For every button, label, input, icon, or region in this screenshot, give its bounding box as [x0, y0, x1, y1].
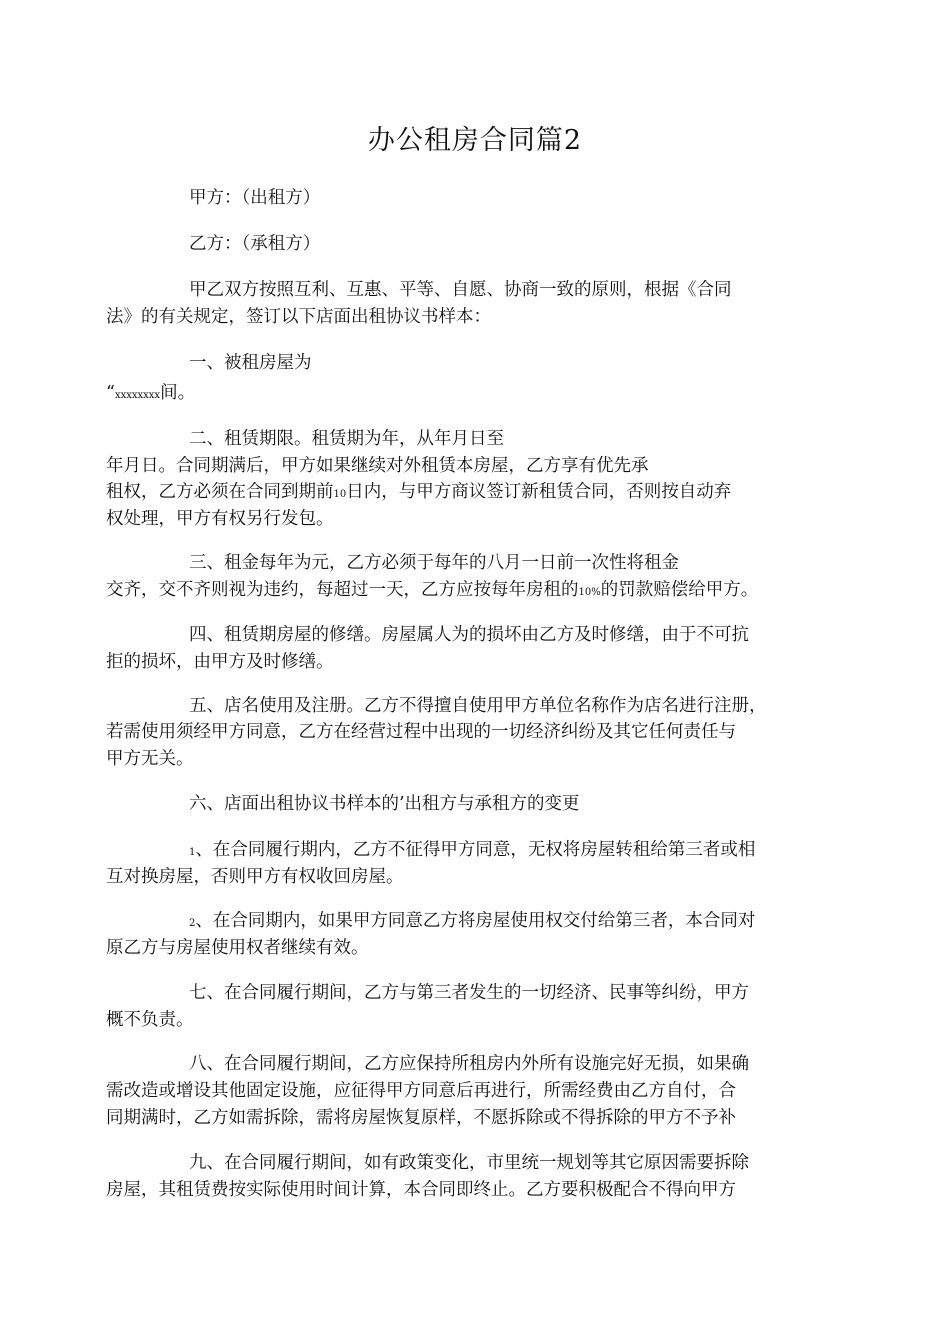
section-1-line-1: 一、被租房屋为 [189, 353, 312, 373]
day-count: 10 [333, 489, 347, 500]
item-number-1: 1 [189, 847, 196, 858]
placeholder-code: xxxxxxxx [114, 390, 161, 401]
section-7-line-2: 概不负责。 [106, 1010, 194, 1030]
party-b-line: 乙方：（承租方） [189, 234, 321, 254]
section-2-text-b: 日内，与甲方商议签订新租赁合同，否则按自动弃 [346, 482, 732, 502]
quote-mark: “ [106, 383, 115, 403]
section-2-line-2: 年月日。合同期满后，甲方如果继续对外租赁本房屋，乙方享有优先承 [106, 456, 649, 476]
section-6-2-line-1 [189, 909, 755, 936]
intro-line-2: 法》的有关规定，签订以下店面出租协议书样本： [106, 307, 491, 327]
section-8-line-1: 八、在合同履行期间，乙方应保持所租房内外所有设施完好无损，如果确 [189, 1054, 749, 1074]
section-3-line-2 [106, 578, 758, 605]
section-8-line-3: 同期满时，乙方如需拆除，需将房屋恢复原样，不愿拆除或不得拆除的甲方不予补 [106, 1108, 736, 1128]
section-4-line-2: 拒的损坏，由甲方及时修缮。 [106, 652, 334, 672]
section-3-text-a: 交齐，交不齐则视为违约，每超过一天，乙方应按每年房租的 [106, 580, 579, 600]
section-1-suffix: 间。 [160, 383, 196, 403]
section-8-line-2: 需改造或增设其他固定设施，应征得甲方同意后再进行，所需经费由乙方自付，合 [106, 1081, 736, 1101]
section-6-heading: 六、店面出租协议书样本的’出租方与承租方的变更 [189, 794, 580, 814]
section-3-line-1: 三、租金每年为元，乙方必须于每年的八月一日前一次性将租金 [189, 553, 679, 573]
section-9-line-1: 九、在合同履行期间，如有政策变化，市里统一规划等其它原因需要拆除 [189, 1153, 749, 1173]
section-5-line-3: 甲方无关。 [106, 749, 194, 769]
section-6-1-text: 、在合同履行期内，乙方不征得甲方同意，无权将房屋转租给第三者或相 [195, 840, 756, 860]
intro-line-1: 甲乙双方按照互利、互惠、平等、自愿、协商一致的原则，根据《合同 [189, 280, 732, 300]
section-7-line-1: 七、在合同履行期间，乙方与第三者发生的一切经济、民事等纠纷，甲方 [189, 983, 749, 1003]
section-4-line-1: 四、租赁期房屋的修缮。房屋属人为的损坏由乙方及时修缮，由于不可抗 [189, 625, 749, 645]
section-6-2-line-2: 原乙方与房屋使用权者继续有效。 [106, 938, 369, 958]
party-a-line: 甲方：（出租方） [189, 188, 321, 208]
section-2-text-a: 租权，乙方必须在合同到期前 [106, 482, 334, 502]
section-6-2-text: 、在合同期内，如果甲方同意乙方将房屋使用权交付给第三者，本合同对 [195, 911, 756, 931]
item-number-2: 2 [189, 918, 196, 929]
section-6-1-line-1 [189, 838, 755, 865]
section-9-line-2: 房屋，其租赁费按实际使用时间计算，本合同即终止。乙方要积极配合不得向甲方 [106, 1180, 736, 1200]
section-6-1-line-2: 互对换房屋，否则甲方有权收回房屋。 [106, 867, 404, 887]
section-2-line-4: 权处理，甲方有权另行发包。 [106, 509, 334, 529]
penalty-rate: 10% [578, 587, 601, 598]
section-5-line-2: 若需使用须经甲方同意，乙方在经营过程中出现的一切经济纠纷及其它任何责任与 [106, 722, 736, 742]
section-5-line-1: 五、店名使用及注册。乙方不得擅自使用甲方单位名称作为店名进行注册， [189, 696, 767, 716]
section-2-line-3 [106, 480, 731, 507]
section-3-text-b: 的罚款赔偿给甲方。 [600, 580, 759, 600]
document-title: 办公租房合同篇2 [367, 125, 583, 156]
section-2-line-1: 二、租赁期限。租赁期为年，从年月日至 [189, 429, 504, 449]
section-1-line-2 [106, 381, 195, 408]
